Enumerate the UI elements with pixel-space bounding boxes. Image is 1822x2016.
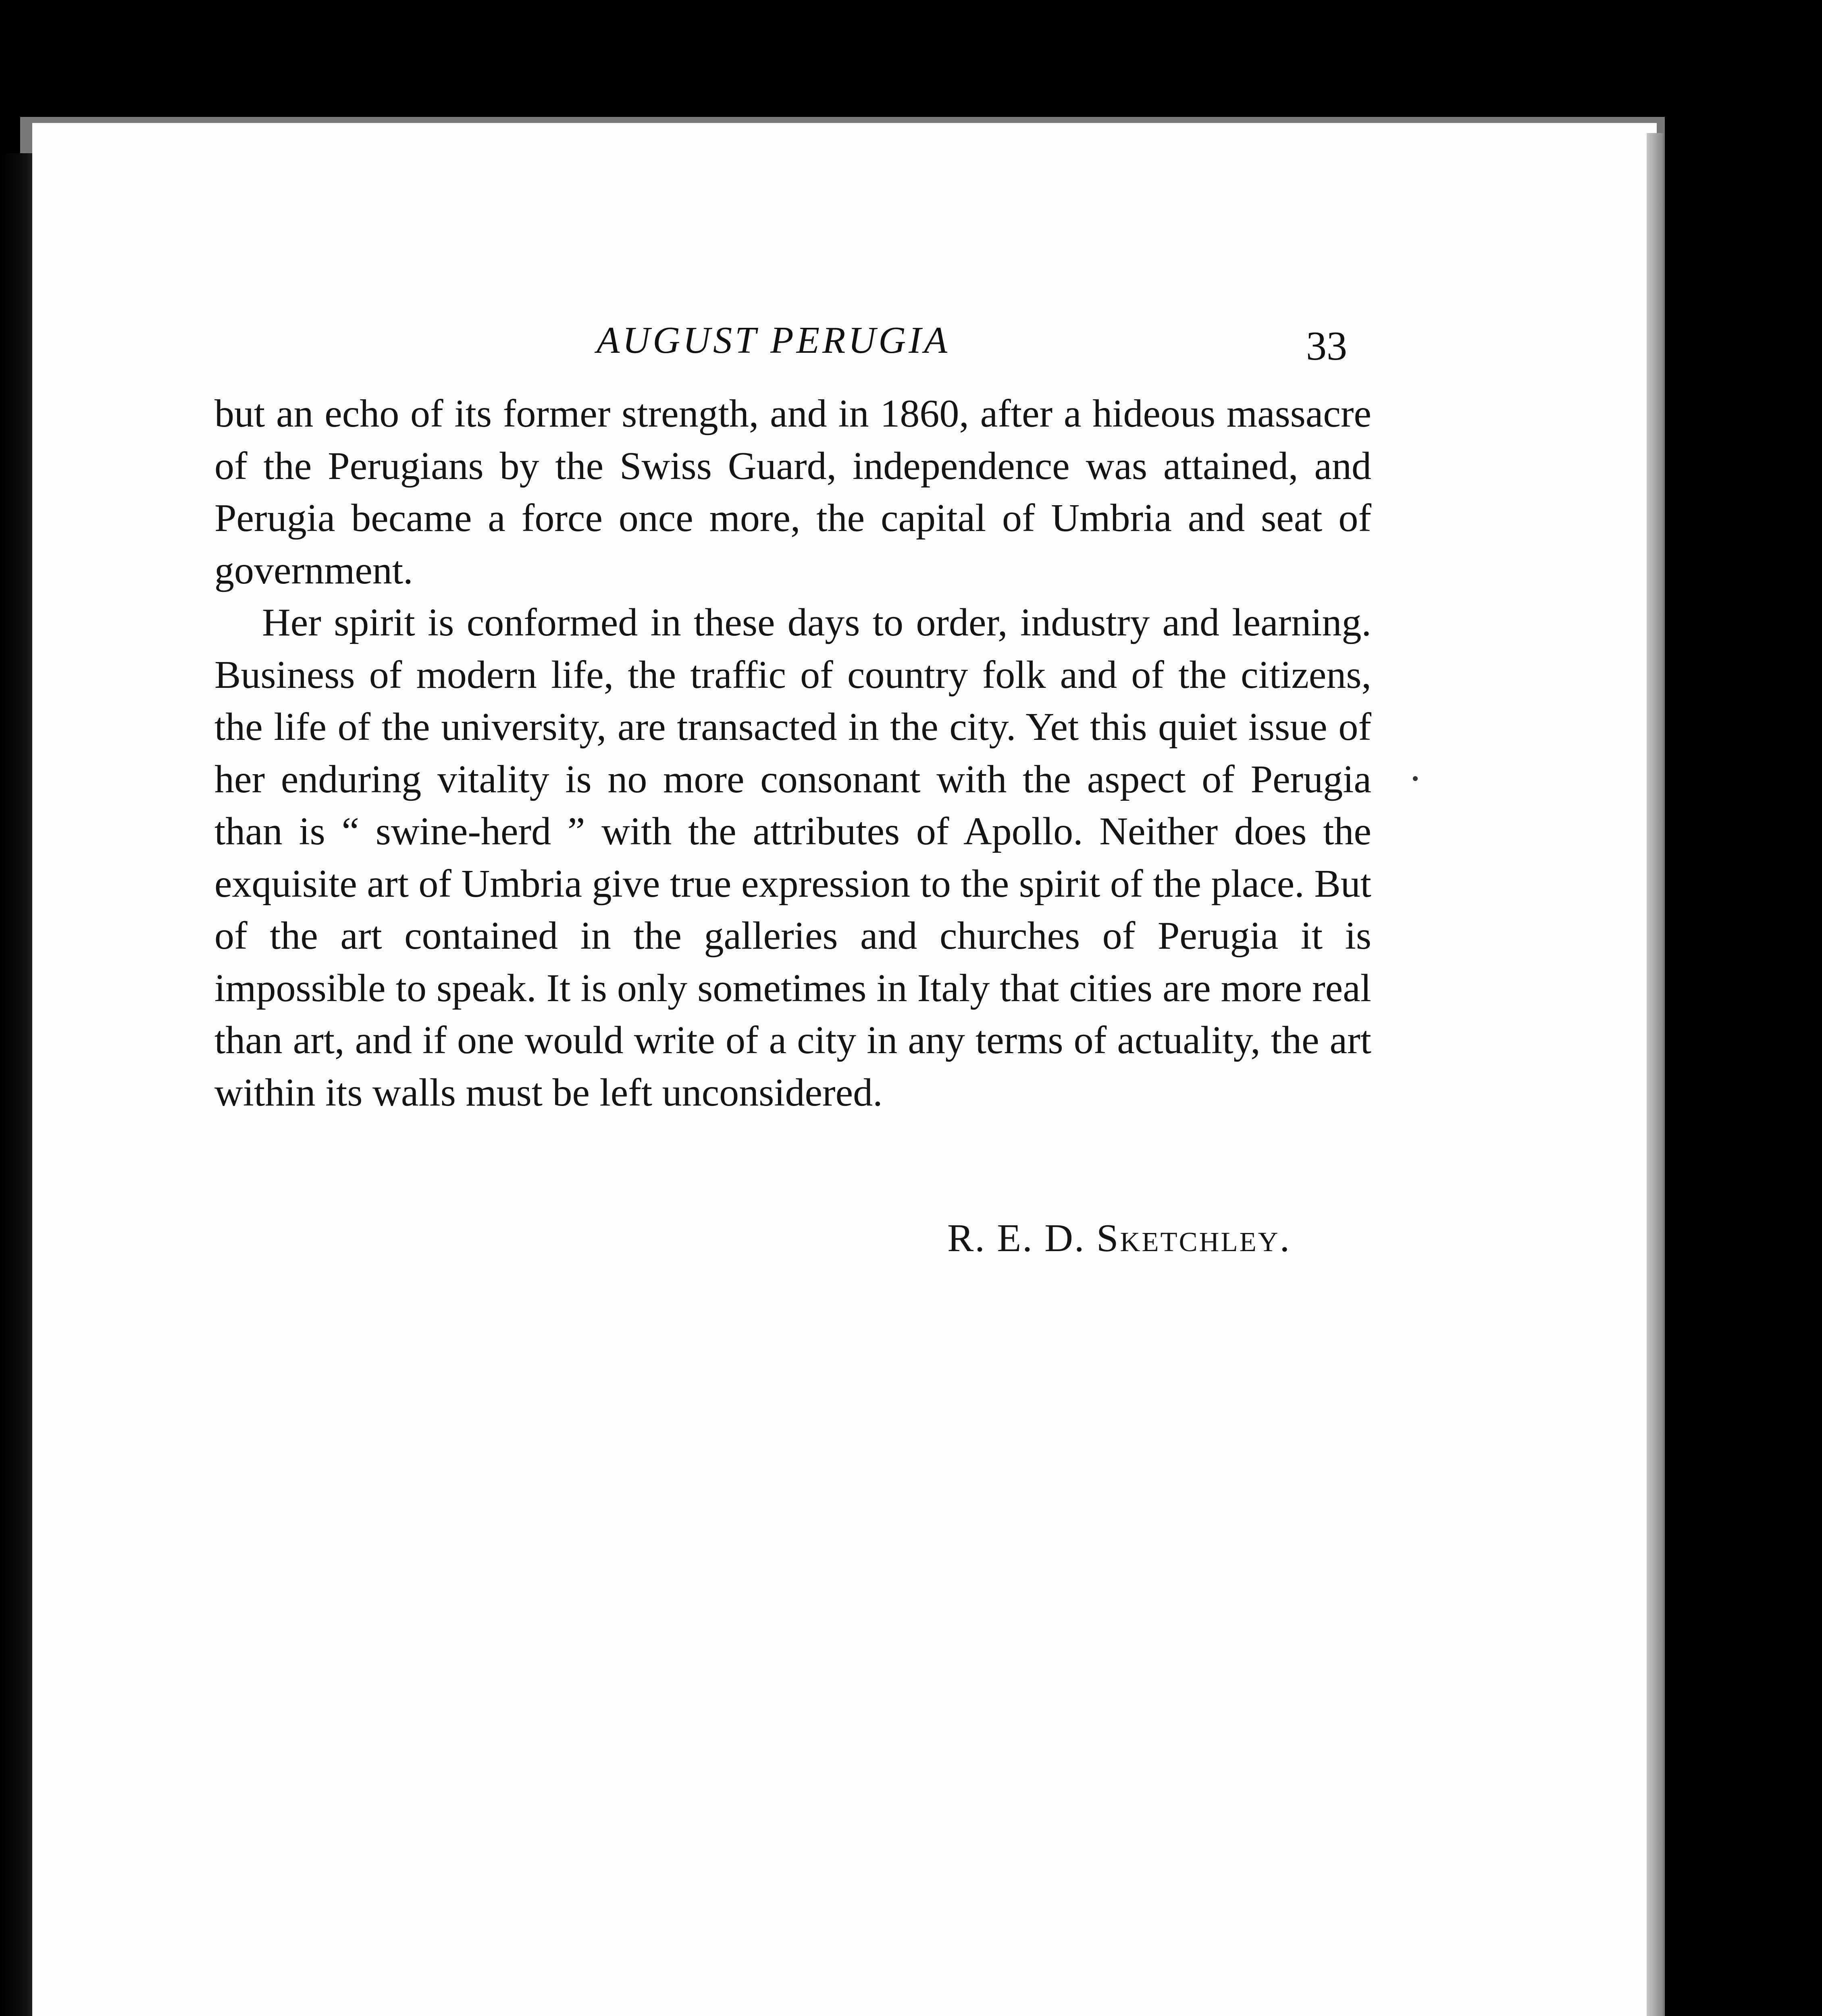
paragraph: but an echo of its former strength, and in 1860, after a hideous massacre of the Perugians by the Swiss Guard, independence was attained, and Perugia became a force once more, the capital of Umbria and seat of government. <box>214 392 1371 592</box>
author-surname: Sketchley. <box>1096 1216 1292 1260</box>
author-initials: R. E. D. <box>947 1216 1086 1260</box>
article-body <box>214 388 1371 1119</box>
page-number: 33 <box>1306 323 1347 369</box>
author-signature <box>947 1216 1291 1261</box>
running-title: AUGUST PERUGIA <box>597 319 950 361</box>
ink-speck <box>1413 776 1418 781</box>
page-edge <box>1647 133 1663 2016</box>
paragraph: Her spirit is conformed in these days to order, industry and learning. Business of modern life, the traffic of country folk and of the citizens, the life of the university, are transacted in the city. Yet this quiet issue of her enduring vitality is no more consonant with the aspect of Perugia than is “ swine-herd ” with the attributes of Apollo. Neither does the exquisite art of Umbria give true expression to the spirit of the place. But of the art contained in the galleries and churches of Perugia it is impossible to speak. It is only sometimes in Italy that cities are more real than art, and if one would write of a city in any terms of actuality, the art within its walls must be left unconsidered. <box>214 601 1371 1114</box>
